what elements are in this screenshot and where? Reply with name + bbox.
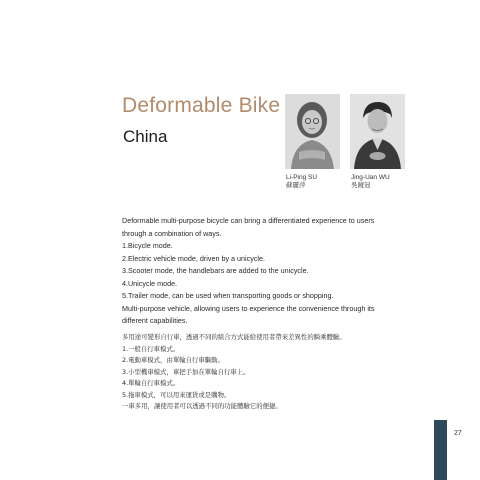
designer-name-2 — [351, 174, 390, 190]
country-label: China — [123, 127, 168, 146]
description-english — [122, 215, 422, 328]
description-en-line: through a combination of ways. — [122, 228, 222, 238]
designer-2-name-en: Jing-Uan WU — [351, 174, 390, 181]
description-zh-line: 2.電動車模式，由單輪自行車驅動。 — [122, 356, 224, 364]
description-zh-line: 3.小型機車模式，車把手加在單輪自行車上。 — [122, 367, 250, 376]
portrait-man-image — [350, 94, 405, 169]
decorative-side-bar — [434, 420, 447, 480]
description-en-line: 2.Electric vehicle mode, driven by a unicycle. — [122, 253, 266, 263]
designer-name-1 — [286, 174, 317, 190]
portrait-woman-image — [285, 94, 340, 169]
description-zh-line: 4.單輪自行車模式。 — [122, 379, 180, 387]
designer-photo-2 — [350, 94, 405, 169]
designer-photo-1 — [285, 94, 340, 169]
description-en-line: 1.Bicycle mode. — [122, 241, 173, 250]
description-zh-line: 多用途可變形自行車，透過不同的組合方式能給使用者帶來差異性的騎乘體驗。 — [122, 333, 346, 341]
description-en-line: 5.Trailer mode, can be used when transporting goods or shopping. — [122, 291, 334, 300]
description-zh-line: 5.拖車模式，可以用來運貨或是購物。 — [122, 390, 231, 399]
description-en-line: Multi-purpose vehicle, allowing users to experience the convenience through its — [122, 303, 375, 313]
designer-1-name-zh: 蘇麗萍 — [286, 182, 306, 189]
description-chinese — [122, 332, 422, 413]
designer-1-name-en: Li-Ping SU — [286, 174, 318, 181]
description-en-line: 3.Scooter mode, the handlebars are added to the unicycle. — [122, 266, 309, 275]
description-en-line: different capabilities. — [122, 316, 188, 325]
description-en-line: Deformable multi-purpose bicycle can bring a differentiated experience to users — [122, 216, 375, 225]
page-number: 27 — [454, 430, 462, 437]
description-zh-line: 一車多用，讓使用者可以透過不同的功能體驗它的便捷。 — [122, 402, 282, 410]
designer-2-name-zh: 吳鏡冠 — [351, 182, 371, 189]
description-en-line: 4.Unicycle mode. — [122, 278, 178, 288]
page-title: Deformable Bike — [122, 94, 281, 117]
description-zh-line: 1.一般自行車模式。 — [122, 344, 180, 353]
